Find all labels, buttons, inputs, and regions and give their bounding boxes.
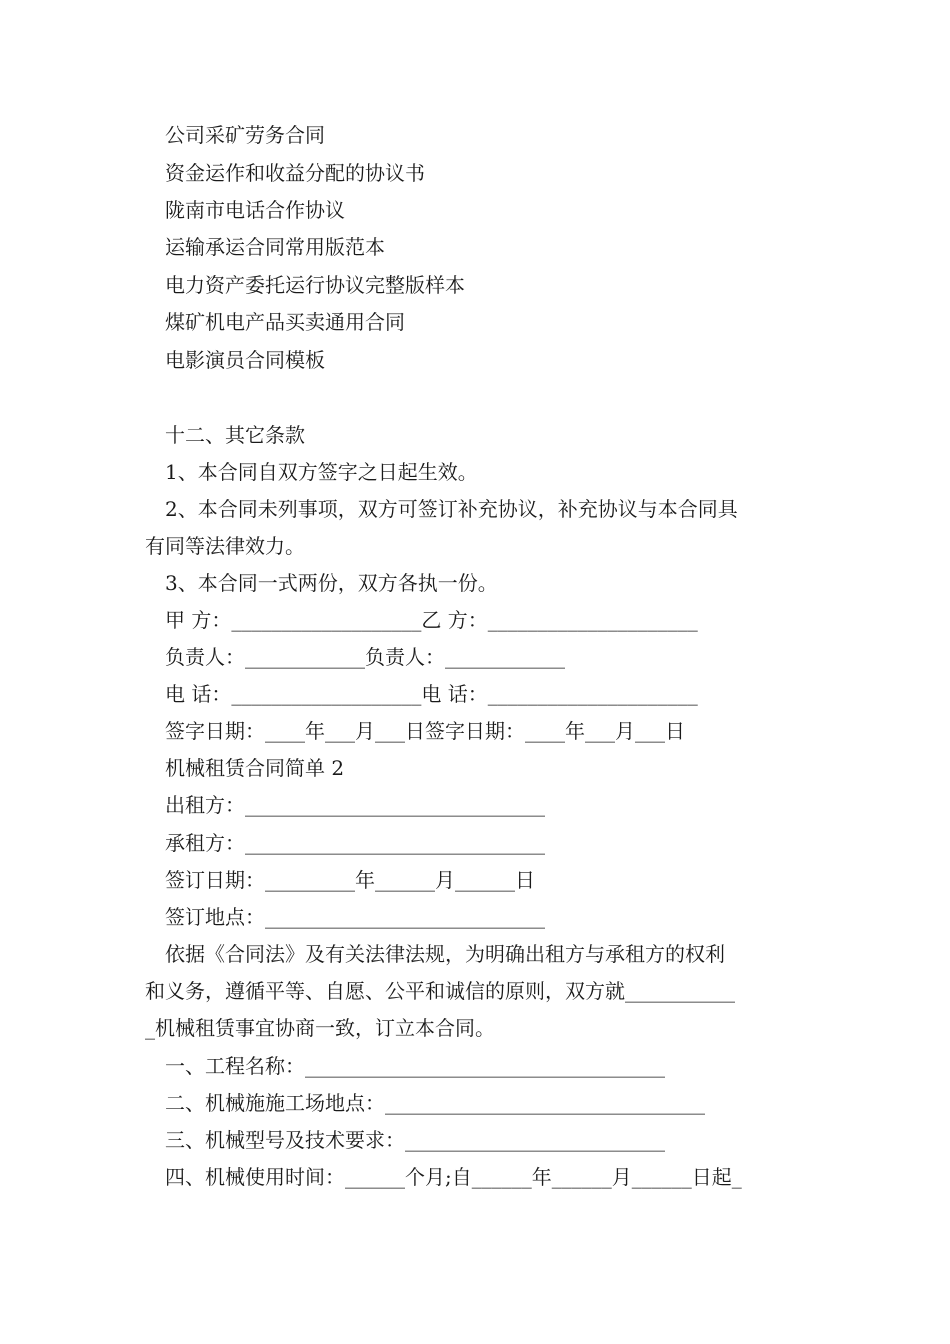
section-heading: 十二、其它条款	[165, 423, 305, 447]
item-machine-model: 三、机械型号及技术要求：__________________________	[165, 1128, 665, 1152]
item-site-location: 二、机械施施工场地点：________________________________	[165, 1091, 705, 1115]
contract-title: 机械租赁合同简单 2	[165, 756, 345, 780]
list-item: 资金运作和收益分配的协议书	[165, 161, 425, 185]
signature-party-line: 甲 方：___________________乙 方：_____________________	[165, 608, 698, 632]
lessee-line: 承租方：______________________________	[165, 831, 545, 855]
signature-phone-line: 电 话：___________________电 话：_____________________	[165, 682, 698, 706]
signature-date-line: 签字日期：____年___月___日签字日期：____年___月___日	[165, 719, 685, 743]
item-usage-time: 四、机械使用时间：______个月;自______年______月______日起_	[165, 1165, 742, 1189]
lessor-line: 出租方：______________________________	[165, 793, 545, 817]
list-item: 电影演员合同模板	[165, 348, 325, 372]
clause-3: 3、本合同一式两份，双方各执一份。	[165, 571, 498, 595]
sign-place-line: 签订地点：____________________________	[165, 905, 545, 929]
signature-responsible-line: 负责人：____________负责人：____________	[165, 645, 565, 669]
clause-1: 1、本合同自双方签字之日起生效。	[165, 460, 478, 484]
list-item: 煤矿机电产品买卖通用合同	[165, 310, 405, 334]
clause-2-line-2: 有同等法律效力。	[145, 534, 305, 558]
list-item: 公司采矿劳务合同	[165, 123, 325, 147]
sign-date-line: 签订日期：_________年______月______日	[165, 868, 535, 892]
item-project-name: 一、工程名称：____________________________________	[165, 1054, 665, 1078]
preamble-line-2: 和义务，遵循平等、自愿、公平和诚信的原则，双方就___________	[145, 979, 735, 1003]
list-item: 陇南市电话合作协议	[165, 198, 345, 222]
preamble-line-1: 依据《合同法》及有关法律法规，为明确出租方与承租方的权利	[165, 942, 725, 966]
preamble-line-3: _机械租赁事宜协商一致，订立本合同。	[145, 1016, 495, 1040]
clause-2-line-1: 2、本合同未列事项，双方可签订补充协议，补充协议与本合同具	[165, 497, 738, 521]
list-item: 电力资产委托运行协议完整版样本	[165, 273, 465, 297]
list-item: 运输承运合同常用版范本	[165, 235, 385, 259]
